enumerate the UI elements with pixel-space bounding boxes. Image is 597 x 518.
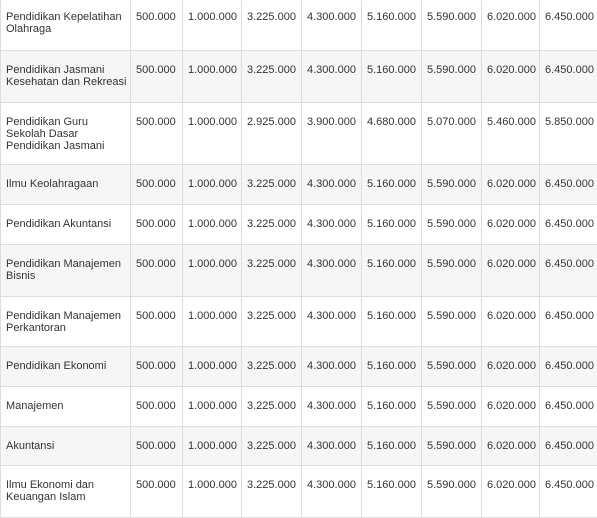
- fee-cell: 1.000.000: [183, 165, 242, 205]
- fee-cell: 5.070.000: [422, 103, 482, 165]
- fee-cell: 1.000.000: [183, 51, 242, 103]
- table-body: [1, 0, 597, 518]
- fee-cell: 5.160.000: [362, 387, 422, 427]
- fee-cell: 3.900.000: [302, 103, 362, 165]
- fee-cell: 6.020.000: [482, 245, 540, 297]
- fee-cell: 6.020.000: [482, 347, 540, 387]
- fee-cell: 5.590.000: [422, 466, 482, 518]
- program-name-cell: Pendidikan Akuntansi: [1, 205, 131, 245]
- fee-cell: 6.450.000: [540, 466, 597, 518]
- table-row: [1, 387, 597, 427]
- table-row: [1, 297, 597, 347]
- fee-cell: 6.450.000: [540, 297, 597, 347]
- fee-cell: 3.225.000: [242, 387, 302, 427]
- fee-cell: 3.225.000: [242, 427, 302, 466]
- fee-cell: 5.160.000: [362, 51, 422, 103]
- fee-cell: 3.225.000: [242, 245, 302, 297]
- fee-cell: 1.000.000: [183, 0, 242, 51]
- fee-cell: 6.020.000: [482, 51, 540, 103]
- fee-cell: 5.590.000: [422, 347, 482, 387]
- fee-cell: 5.590.000: [422, 297, 482, 347]
- fee-cell: 3.225.000: [242, 0, 302, 51]
- program-name-cell: Pendidikan Guru Sekolah Dasar Pendidikan Jasmani: [1, 103, 131, 165]
- fee-cell: 1.000.000: [183, 347, 242, 387]
- fee-cell: 5.590.000: [422, 0, 482, 51]
- program-name-cell: Akuntansi: [1, 427, 131, 466]
- fee-cell: 6.020.000: [482, 0, 540, 51]
- fee-cell: 500.000: [131, 205, 183, 245]
- fee-cell: 4.300.000: [302, 245, 362, 297]
- table-row: [1, 427, 597, 466]
- fee-cell: 3.225.000: [242, 466, 302, 518]
- fee-cell: 5.160.000: [362, 0, 422, 51]
- fee-cell: 3.225.000: [242, 205, 302, 245]
- fee-cell: 4.300.000: [302, 297, 362, 347]
- fee-cell: 500.000: [131, 297, 183, 347]
- fee-cell: 1.000.000: [183, 466, 242, 518]
- fee-cell: 6.450.000: [540, 205, 597, 245]
- fee-cell: 4.300.000: [302, 427, 362, 466]
- table-row: [1, 51, 597, 103]
- fee-cell: 3.225.000: [242, 297, 302, 347]
- fee-cell: 5.160.000: [362, 245, 422, 297]
- fee-cell: 4.300.000: [302, 205, 362, 245]
- fee-cell: 6.020.000: [482, 297, 540, 347]
- fee-cell: 3.225.000: [242, 51, 302, 103]
- fee-cell: 5.160.000: [362, 205, 422, 245]
- fee-cell: 1.000.000: [183, 427, 242, 466]
- program-name-cell: Manajemen: [1, 387, 131, 427]
- fee-cell: 5.590.000: [422, 427, 482, 466]
- fee-cell: 4.300.000: [302, 51, 362, 103]
- fee-cell: 5.460.000: [482, 103, 540, 165]
- fee-cell: 5.850.000: [540, 103, 597, 165]
- fee-cell: 6.450.000: [540, 387, 597, 427]
- fee-cell: 1.000.000: [183, 205, 242, 245]
- program-name-cell: Pendidikan Kepelatihan Olahraga: [1, 0, 131, 51]
- program-name-cell: Pendidikan Manajemen Bisnis: [1, 245, 131, 297]
- fee-cell: 5.160.000: [362, 165, 422, 205]
- table-row: [1, 205, 597, 245]
- fee-cell: 6.020.000: [482, 165, 540, 205]
- fee-cell: 5.160.000: [362, 347, 422, 387]
- fee-cell: 4.680.000: [362, 103, 422, 165]
- fee-cell: 5.590.000: [422, 165, 482, 205]
- fee-cell: 5.160.000: [362, 427, 422, 466]
- table-row: [1, 103, 597, 165]
- fee-cell: 5.590.000: [422, 245, 482, 297]
- fee-cell: 5.590.000: [422, 387, 482, 427]
- fee-cell: 6.450.000: [540, 0, 597, 51]
- program-name-cell: Pendidikan Ekonomi: [1, 347, 131, 387]
- fee-cell: 4.300.000: [302, 347, 362, 387]
- fee-cell: 6.020.000: [482, 205, 540, 245]
- fee-cell: 6.450.000: [540, 347, 597, 387]
- fee-cell: 6.020.000: [482, 427, 540, 466]
- table-row: [1, 0, 597, 51]
- program-name-cell: Ilmu Keolahragaan: [1, 165, 131, 205]
- fee-cell: 5.590.000: [422, 205, 482, 245]
- fee-cell: 500.000: [131, 103, 183, 165]
- table-row: [1, 347, 597, 387]
- fee-cell: 1.000.000: [183, 103, 242, 165]
- table-row: [1, 245, 597, 297]
- fee-cell: 500.000: [131, 387, 183, 427]
- fee-cell: 3.225.000: [242, 347, 302, 387]
- fee-cell: 5.160.000: [362, 466, 422, 518]
- fee-cell: 500.000: [131, 347, 183, 387]
- program-name-cell: Pendidikan Jasmani Kesehatan dan Rekreasi: [1, 51, 131, 103]
- fee-cell: 500.000: [131, 0, 183, 51]
- fee-cell: 6.450.000: [540, 51, 597, 103]
- fee-cell: 500.000: [131, 427, 183, 466]
- fee-cell: 4.300.000: [302, 0, 362, 51]
- program-name-cell: Pendidikan Manajemen Perkantoran: [1, 297, 131, 347]
- fee-cell: 5.590.000: [422, 51, 482, 103]
- fee-cell: 500.000: [131, 245, 183, 297]
- fee-cell: 500.000: [131, 51, 183, 103]
- fee-cell: 6.450.000: [540, 427, 597, 466]
- fee-cell: 500.000: [131, 165, 183, 205]
- fee-cell: 3.225.000: [242, 165, 302, 205]
- table-row: [1, 165, 597, 205]
- fee-cell: 1.000.000: [183, 245, 242, 297]
- fee-cell: 4.300.000: [302, 165, 362, 205]
- fee-cell: 4.300.000: [302, 466, 362, 518]
- program-name-cell: Ilmu Ekonomi dan Keuangan Islam: [1, 466, 131, 518]
- fee-cell: 1.000.000: [183, 297, 242, 347]
- table-row: [1, 466, 597, 518]
- fee-cell: 5.160.000: [362, 297, 422, 347]
- fee-cell: 6.450.000: [540, 245, 597, 297]
- fee-cell: 6.020.000: [482, 387, 540, 427]
- fee-cell: 4.300.000: [302, 387, 362, 427]
- fee-cell: 1.000.000: [183, 387, 242, 427]
- fee-cell: 6.020.000: [482, 466, 540, 518]
- fee-cell: 500.000: [131, 466, 183, 518]
- fee-cell: 2.925.000: [242, 103, 302, 165]
- fee-cell: 6.450.000: [540, 165, 597, 205]
